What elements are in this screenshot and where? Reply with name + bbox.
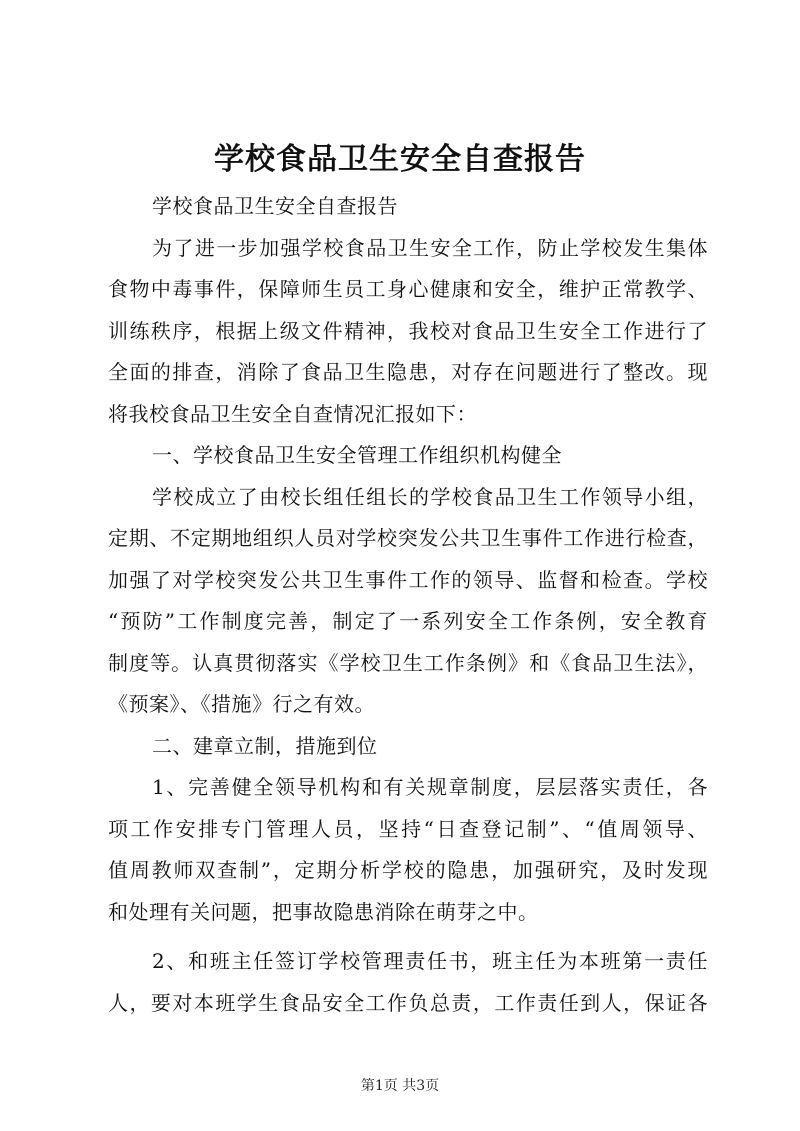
paragraph-line: “预防”工作制度完善，制定了一系列安全工作条例，安全教育: [108, 609, 708, 633]
paragraph-line: 食物中毒事件，保障师生员工身心健康和安全，维护正常教学、: [108, 277, 708, 301]
paragraph-line: 为了进一步加强学校食品卫生安全工作，防止学校发生集体: [152, 235, 708, 260]
section-heading: 二、建章立制，措施到位: [152, 733, 378, 758]
paragraph-spacer: [108, 933, 708, 941]
paragraph-line: 训练秩序，根据上级文件精神，我校对食品卫生安全工作进行了: [108, 318, 708, 343]
paragraph-line: 《预案》、《措施》行之有效。: [108, 692, 375, 716]
section-heading: 一、学校食品卫生安全管理工作组织机构健全: [152, 443, 562, 467]
paragraph-line: 值周教师双查制”，定期分析学校的隐患，加强研究，及时发现: [108, 858, 708, 882]
paragraph-line: 制度等。认真贯彻落实《学校卫生工作条例》和《食品卫生法》，: [108, 650, 708, 675]
paragraph-line: 将我校食品卫生安全自查情况汇报如下：: [108, 401, 477, 426]
paragraph-line: 2、和班主任签订学校管理责任书，班主任为本班第一责任: [152, 949, 708, 973]
paragraph-line: 项工作安排专门管理人员，坚持“日查登记制”、“值周领导、: [108, 816, 708, 841]
subtitle-line: 学校食品卫生安全自查报告: [152, 194, 398, 218]
page-number: 第1页 共3页: [360, 1078, 440, 1094]
document-title: 学校食品卫生安全自查报告: [214, 142, 586, 177]
paragraph-line: 人，要对本班学生食品安全工作负总责，工作责任到人，保证各: [108, 990, 708, 1015]
paragraph-line: 定期、不定期地组织人员对学校突发公共卫生事件工作进行检查，: [108, 526, 708, 550]
paragraph-line: 1、完善健全领导机构和有关规章制度，层层落实责任，各: [152, 775, 708, 799]
paragraph-line: 和处理有关问题，把事故隐患消除在萌芽之中。: [108, 899, 539, 924]
paragraph-line: 学校成立了由校长组任组长的学校食品卫生工作领导小组，: [152, 484, 708, 509]
paragraph-line: 加强了对学校突发公共卫生事件工作的领导、监督和检查。学校: [108, 567, 708, 592]
document-body: [108, 186, 708, 1024]
paragraph-line: 全面的排查，消除了食品卫生隐患，对存在问题进行了整改。现: [108, 360, 708, 384]
